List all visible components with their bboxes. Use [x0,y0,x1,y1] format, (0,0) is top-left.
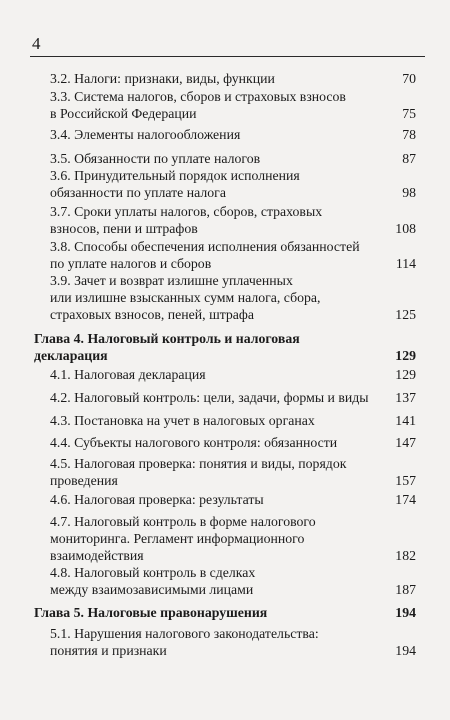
toc-entry-title: 3.6. Принудительный порядок исполнения обязанности по уплате налога [50,168,300,200]
header-rule [30,56,425,57]
toc-entry-page: 78 [402,127,416,142]
toc-chapter-page: 194 [395,605,416,620]
toc-entry-page: 174 [395,492,416,507]
toc-entry-page: 98 [402,185,416,200]
toc-entry-title: 3.7. Сроки уплаты налогов, сборов, страховых взносов, пени и штрафов [50,204,323,236]
toc-entry-page: 147 [395,435,416,450]
toc-entry-page: 108 [395,221,416,236]
toc-entry-title: 3.4. Элементы налогообложения [50,127,241,142]
toc-entry-page: 182 [395,548,416,563]
toc-entry-page: 87 [402,151,416,166]
toc-chapter-page: 129 [395,348,416,363]
toc-entry-page: 70 [402,71,416,86]
toc-entry-title: 3.9. Зачет и возврат излишне уплаченных или излишне взысканных сумм налога, сбора, страховых взносов, пеней, штрафа [50,273,321,322]
toc-entry-page: 125 [395,307,416,322]
toc-entry-title: 4.8. Налоговый контроль в сделках между взаимозависимыми лицами [50,565,256,597]
toc-entry-title: 4.6. Налоговая проверка: результаты [50,492,264,507]
toc-chapter-title: Глава 4. Налоговый контроль и налоговая декларация [34,331,300,363]
toc-entry-page: 194 [395,643,416,658]
page-number: 4 [32,34,41,53]
toc-entry-title: 5.1. Нарушения налогового законодательства: понятия и признаки [50,626,319,658]
toc-entry-page: 137 [395,390,416,405]
toc-entry-page: 157 [395,473,416,488]
toc-entry-title: 4.3. Постановка на учет в налоговых органах [50,413,315,428]
toc-entry-title: 3.5. Обязанности по уплате налогов [50,151,261,166]
toc-entry-title: 4.1. Налоговая декларация [50,367,206,382]
toc-entry-title: 3.2. Налоги: признаки, виды, функции [50,71,275,86]
toc-entry-page: 75 [402,106,416,121]
toc-entry-title: 3.8. Способы обеспечения исполнения обязанностей по уплате налогов и сборов [50,239,360,271]
toc-entry-page: 187 [395,582,416,597]
toc-entry-title: 4.5. Налоговая проверка: понятия и виды, порядок проведения [50,456,347,488]
toc-entry-page: 129 [395,367,416,382]
toc-entry-title: 4.2. Налоговый контроль: цели, задачи, формы и виды [50,390,369,405]
toc-entry-page: 114 [395,256,416,271]
toc-chapter-title: Глава 5. Налоговые правонарушения [34,605,268,620]
toc-entry-title: 3.3. Система налогов, сборов и страховых взносов в Российской Федерации [50,89,346,121]
toc-entry-title: 4.7. Налоговый контроль в форме налогового мониторинга. Регламент информационного взаимодействия [50,514,316,563]
toc-entry-title: 4.4. Субъекты налогового контроля: обязанности [50,435,338,450]
toc-entry-page: 141 [395,413,416,428]
